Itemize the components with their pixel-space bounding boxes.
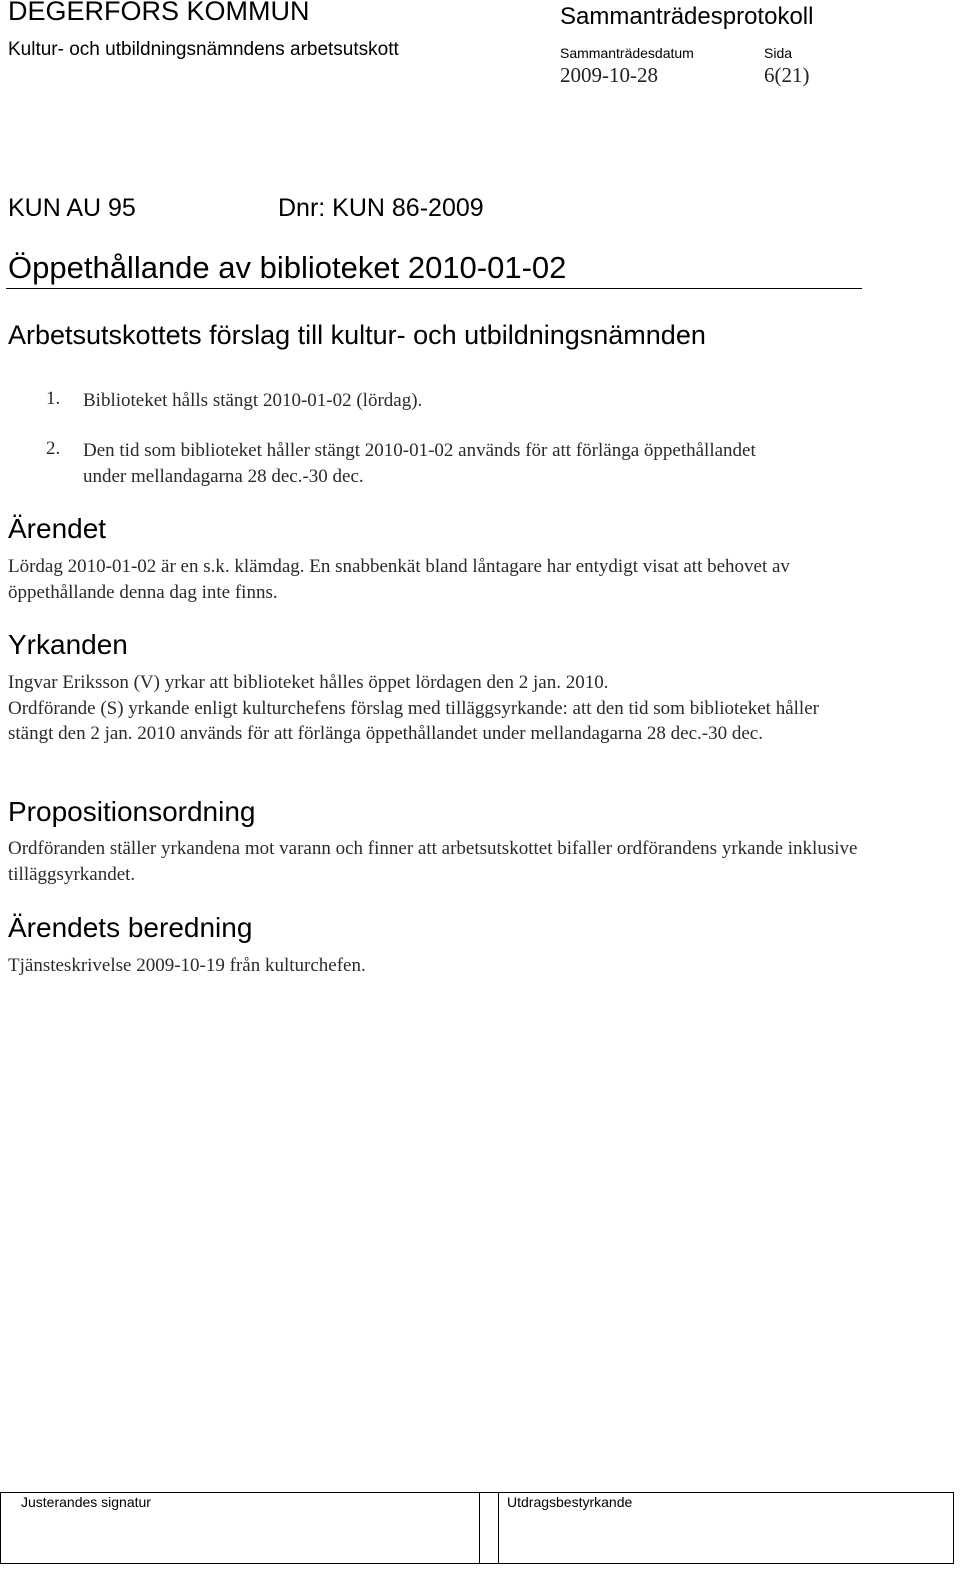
matter-body: Lördag 2010-01-02 är en s.k. klämdag. En snabbenkät bland låntagare har entydigt visat att behovet av öppethållande denna dag inte finns. (8, 556, 790, 603)
claims-body (8, 670, 858, 747)
signature-label: Justerandes signatur (21, 1494, 151, 1510)
title-divider (6, 288, 862, 289)
preparation-body: Tjänsteskrivelse 2009-10-19 från kulturchefen. (8, 955, 366, 976)
preparation-heading: Ärendets beredning (8, 912, 253, 943)
proposal-item-text: Den tid som biblioteket håller stängt 2010-01-02 används för att förlänga öppethållandet under mellandagarna 28 dec.-30 dec. (83, 440, 756, 487)
order-body: Ordföranden ställer yrkandena mot varann och finner att arbetsutskottet bifaller ordförandens yrkande inklusive tilläggsyrkandet. (8, 838, 858, 885)
organization-name: DEGERFORS KOMMUN (8, 0, 310, 26)
extract-certification-label: Utdragsbestyrkande (507, 1494, 633, 1510)
meeting-date-label: Sammanträdesdatum (560, 45, 694, 61)
proposal-heading: Arbetsutskottets förslag till kultur- och utbildningsnämnden (8, 320, 706, 350)
diary-number: Dnr: KUN 86-2009 (278, 194, 484, 222)
meeting-date-value: 2009-10-28 (560, 63, 658, 87)
matter-heading: Ärendet (8, 513, 107, 544)
case-title: Öppethållande av biblioteket 2010-01-02 (8, 250, 567, 285)
footer-divider (498, 1493, 499, 1563)
proposal-item-number: 2. (46, 438, 61, 459)
page-label: Sida (764, 45, 793, 61)
proposal-item-number: 1. (46, 388, 61, 409)
claims-heading: Yrkanden (8, 629, 128, 660)
claim-eriksson: Ingvar Eriksson (V) yrkar att biblioteket hålles öppet lördagen den 2 jan. 2010. (8, 672, 609, 693)
page-number: 6(21) (764, 63, 810, 87)
footer-divider (479, 1493, 480, 1563)
proposal-item-text: Biblioteket hålls stängt 2010-01-02 (lördag). (83, 390, 423, 411)
order-heading: Propositionsordning (8, 796, 256, 827)
document-type: Sammanträdesprotokoll (560, 3, 814, 30)
case-number: KUN AU 95 (8, 194, 136, 222)
committee-name: Kultur- och utbildningsnämndens arbetsutskott (8, 39, 399, 60)
claim-chairman: Ordförande (S) yrkande enligt kulturchefens förslag med tilläggsyrkande: att den tid som biblioteket håller stängt den 2 jan. 2010 används för att förlänga öppethållandet under mellandagarna 28 dec.-30 dec. (8, 697, 819, 744)
